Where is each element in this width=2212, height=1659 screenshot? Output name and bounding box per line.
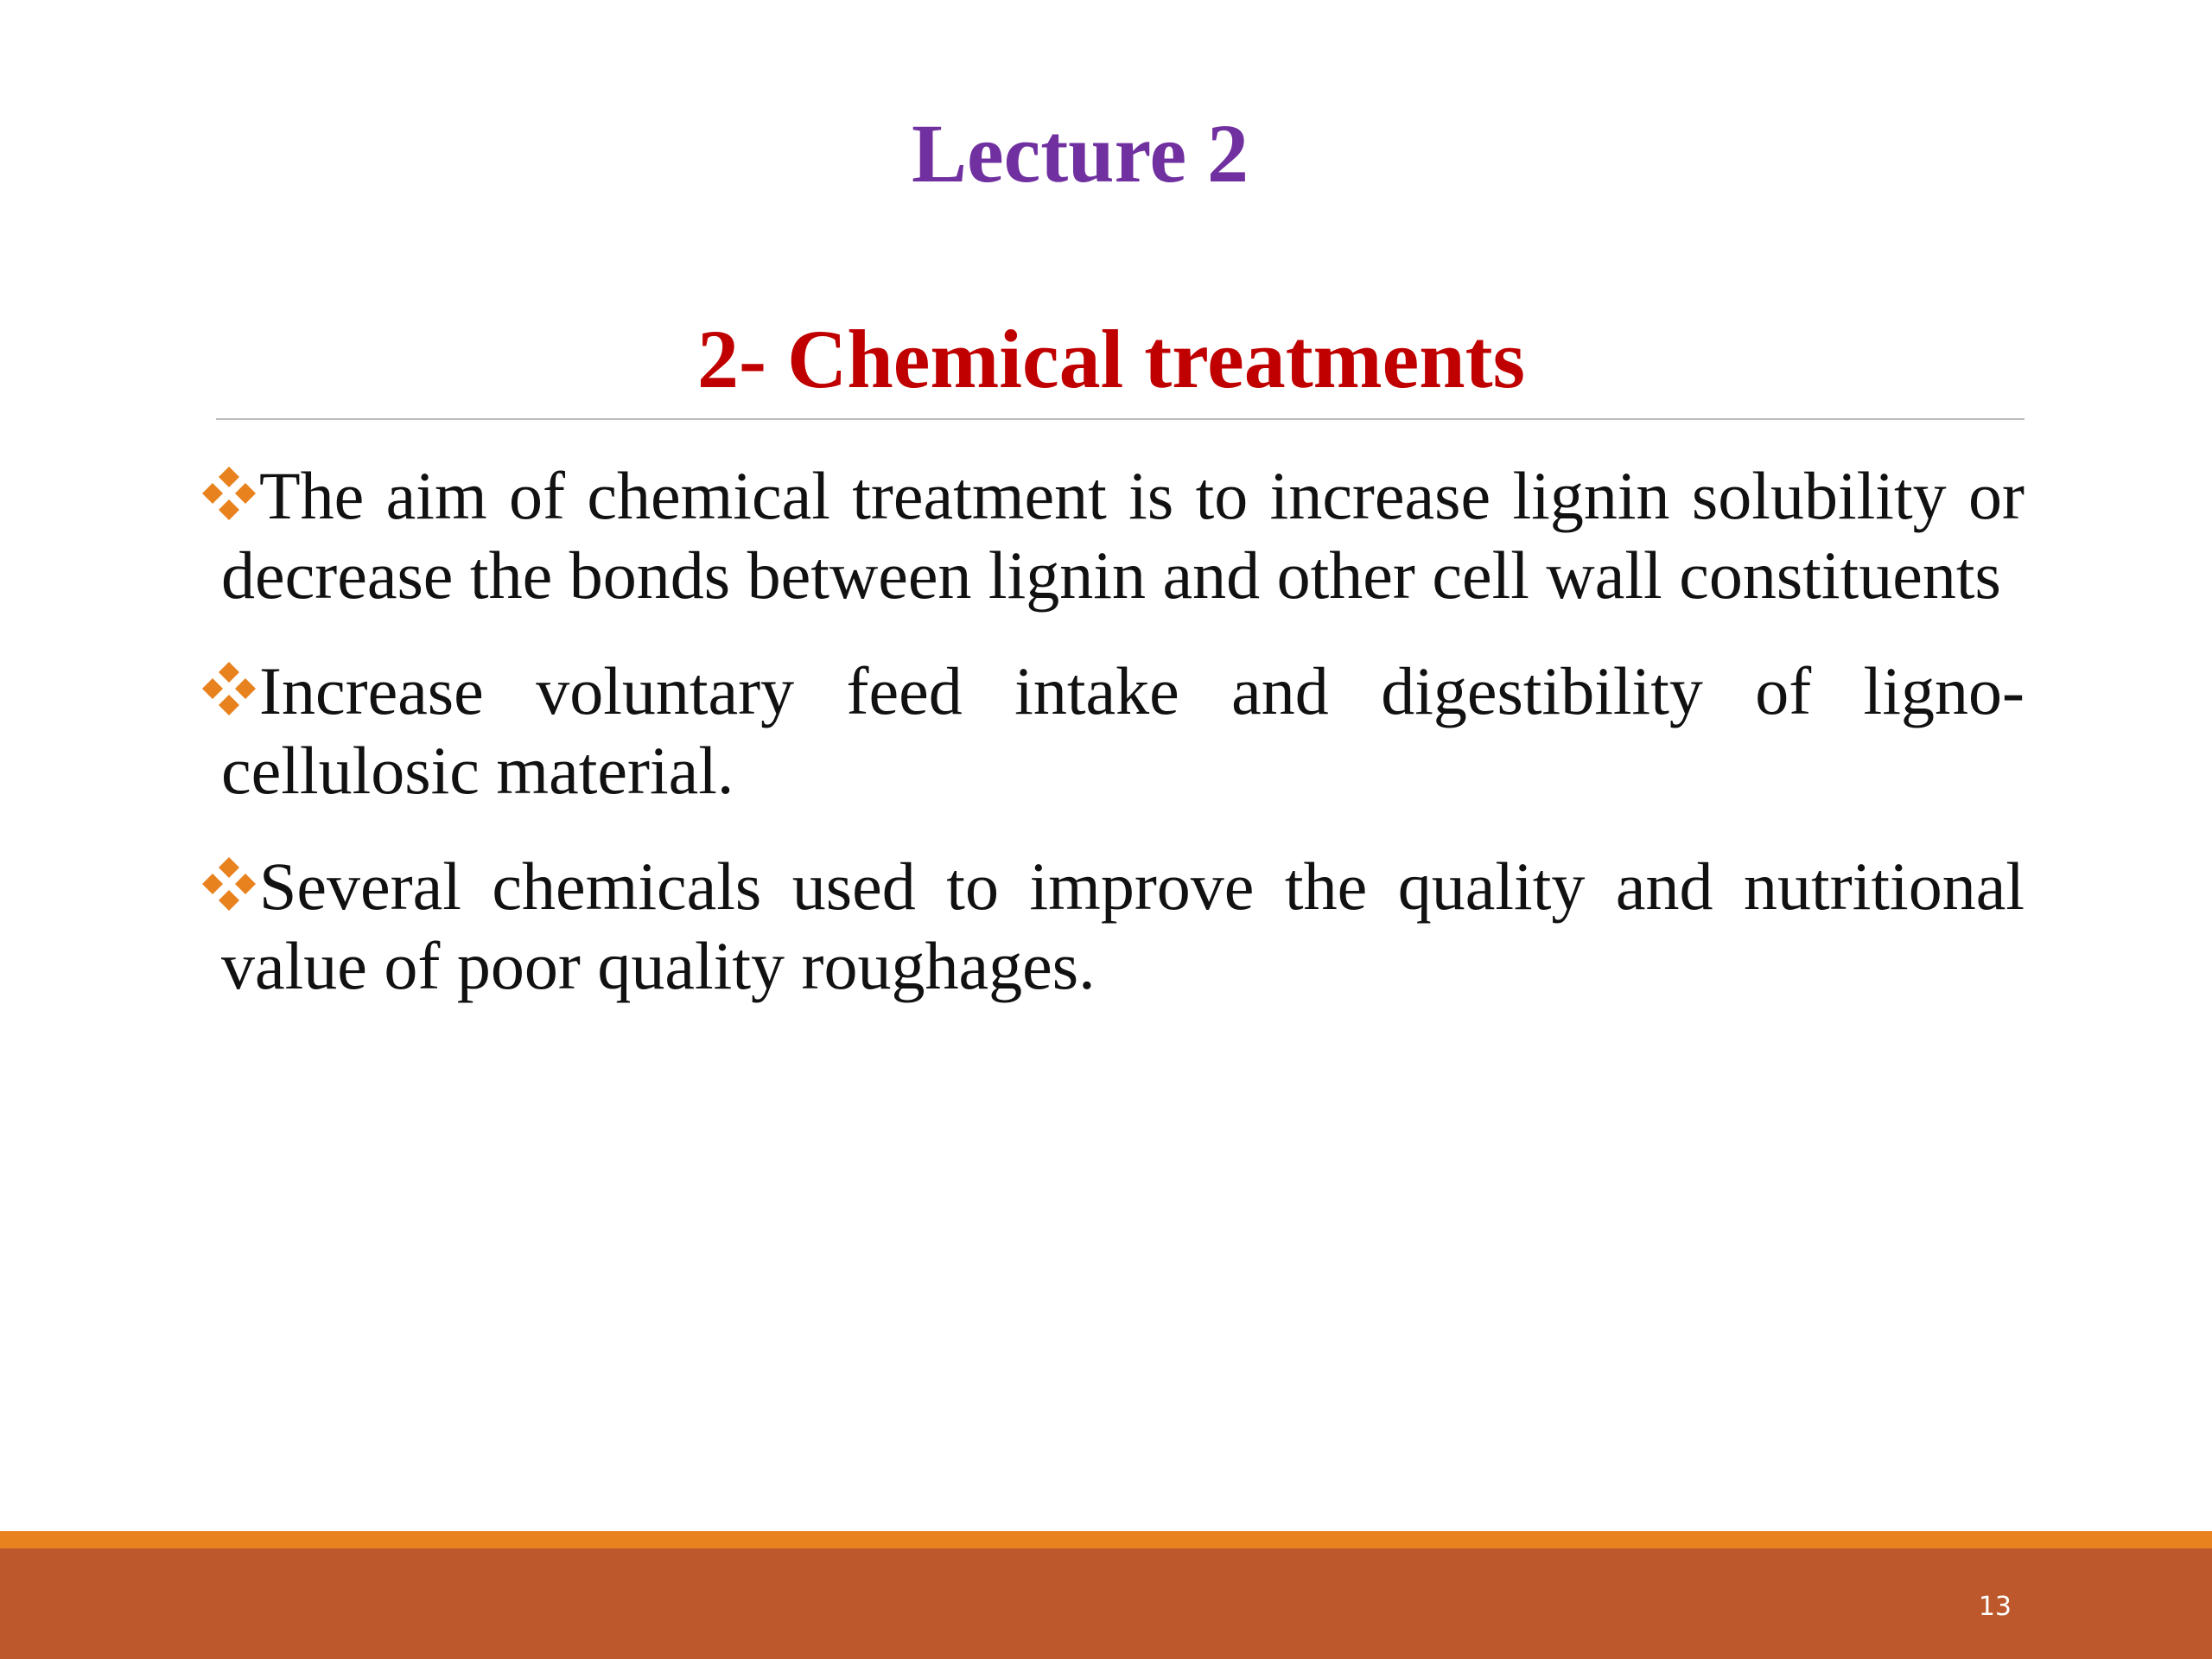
bullet-text: Increase voluntary feed intake and digestibility of ligno-cellulosic material.: [221, 653, 2024, 808]
bullet-item: [200, 456, 2024, 615]
footer-accent-stripe: [0, 1531, 2212, 1548]
slide-number: 13: [1978, 1592, 2012, 1622]
lecture-title: Lecture 2: [911, 107, 1249, 200]
bullet-text: The aim of chemical treatment is to increase lignin solubility or decrease the bonds between lignin and other cell wall constituents: [221, 458, 2024, 613]
bullet-item: [200, 847, 2024, 1006]
bullet-text: Several chemicals used to improve the quality and nutritional value of poor quality roughages.: [221, 849, 2024, 1003]
section-title: 2- Chemical treatments: [697, 313, 1525, 405]
bullet-list: [200, 456, 2024, 1042]
four-diamond-icon: [200, 660, 257, 717]
footer-bar: [0, 1548, 2212, 1659]
title-divider: [216, 418, 2024, 420]
bullet-item: [200, 652, 2024, 810]
four-diamond-icon: [200, 465, 257, 522]
four-diamond-icon: [200, 855, 257, 912]
